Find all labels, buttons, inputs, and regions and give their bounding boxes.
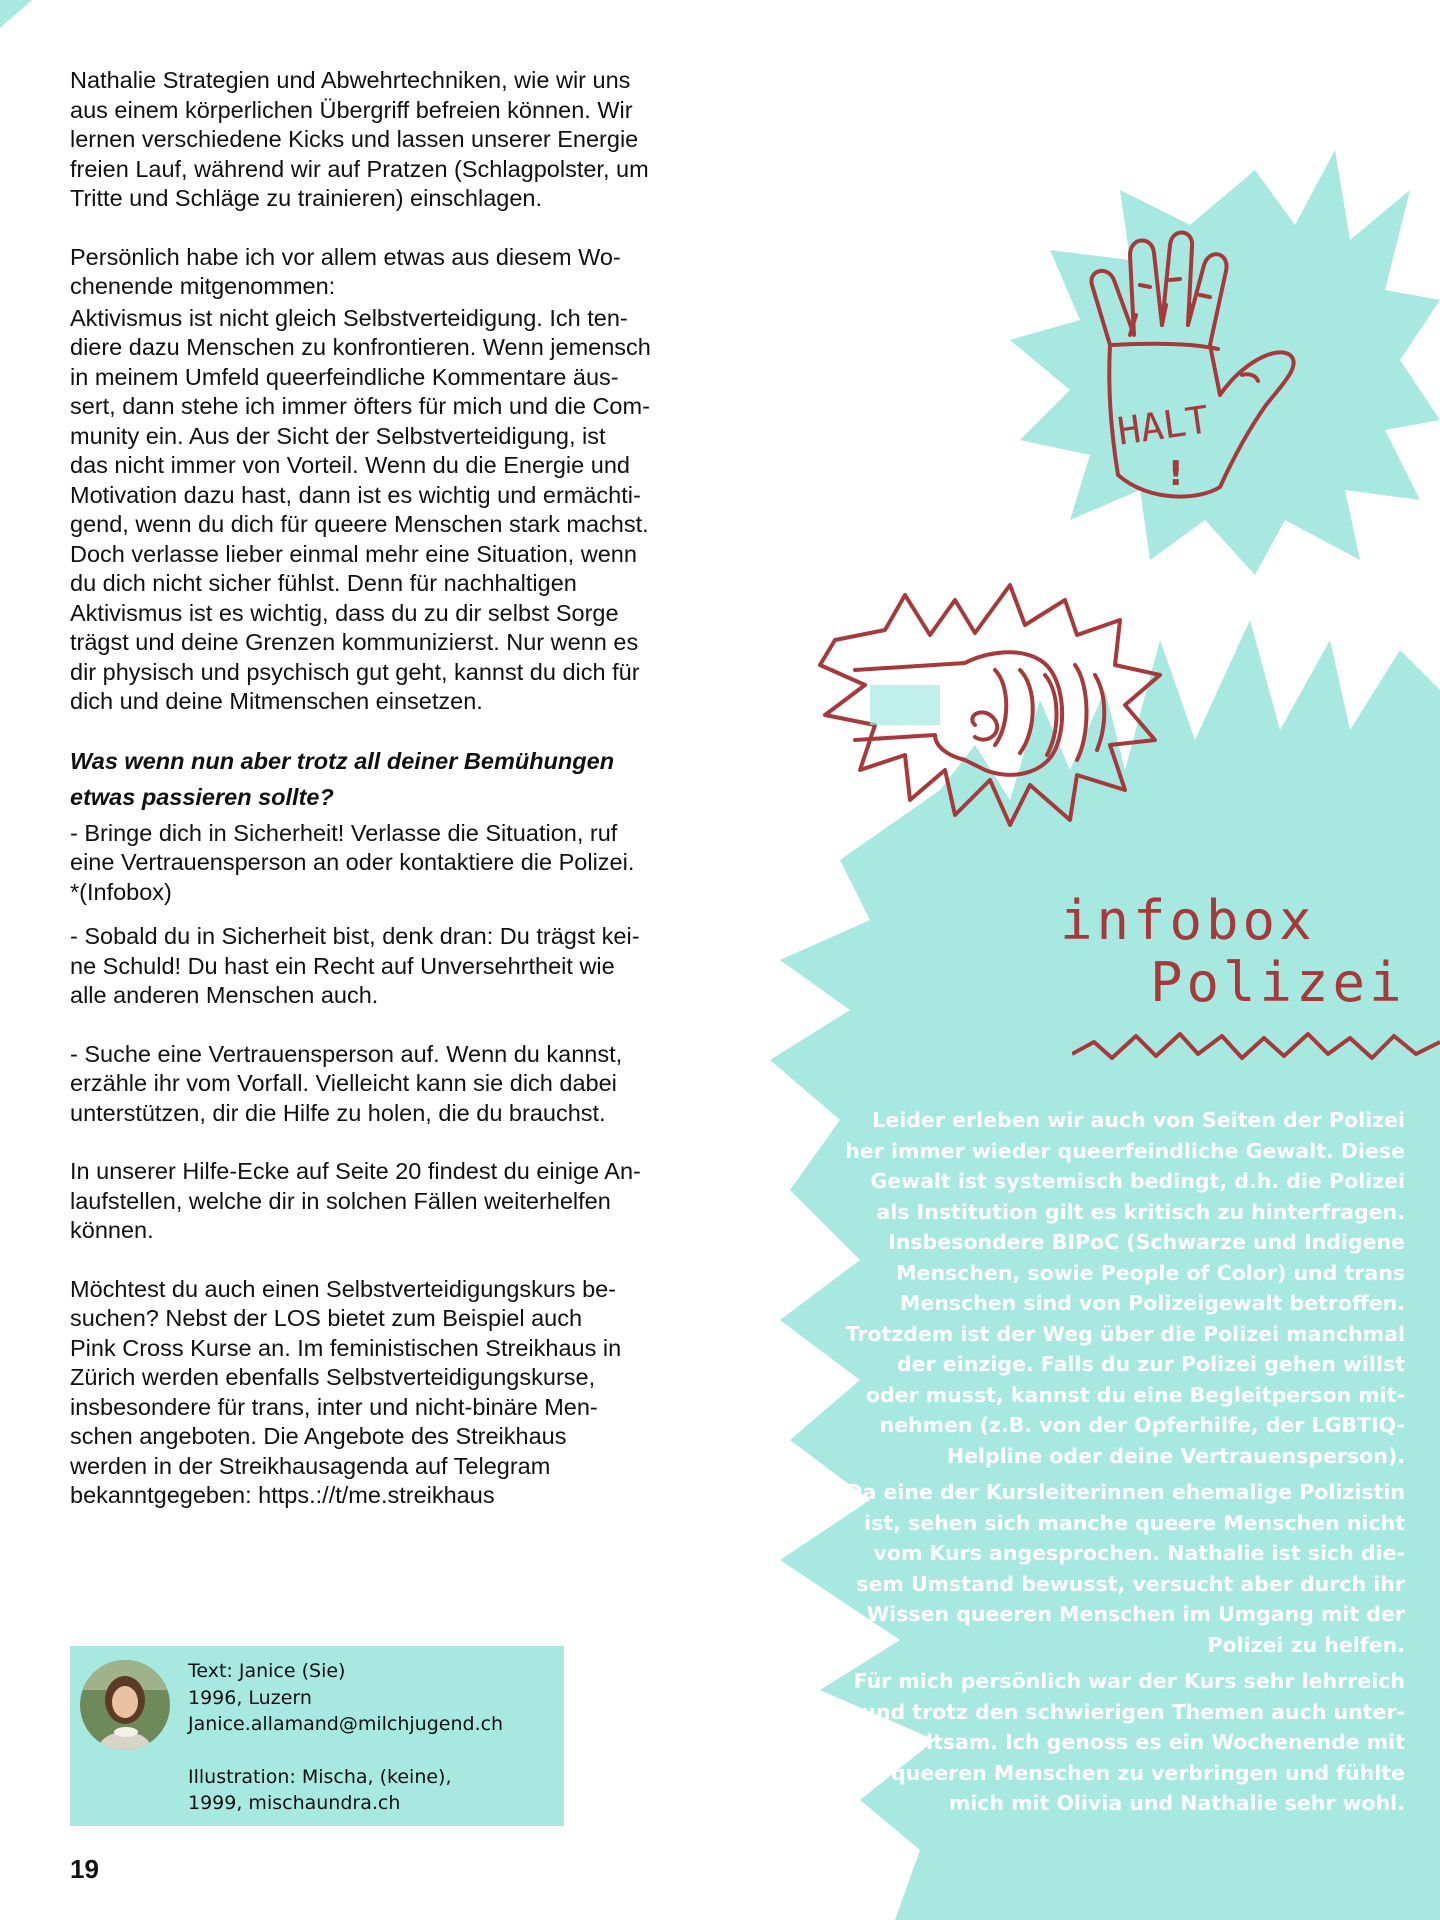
text-line: trägst und deine Grenzen kommunizierst. Nur wenn es [70,629,639,655]
corner-triangle-shape [0,0,32,28]
text-line: mich mit Olivia und Nathalie sehr wohl. [948,1791,1405,1815]
text-line: Polizei zu helfen. [1207,1632,1405,1657]
text-line: Persönlich habe ich vor allem etwas aus diesem Wo- [70,243,621,270]
text-line: erzähle ihr vom Vorfall. Vielleicht kann sie dich dabei [70,1070,617,1096]
infobox-title [1030,890,1430,1014]
illustrator-info: 1999, mischaundra.ch [188,1792,401,1814]
text-line: queeren Menschen zu verbringen und fühlte [891,1760,1405,1785]
infobox-title-line1: infobox [1060,889,1316,952]
text-line: Aktivismus ist es wichtig, dass du zu dir selbst Sorge [70,599,619,626]
text-line: dir physisch und psychisch gut geht, kannst du dich für [70,658,640,685]
illustration-credit: Illustration: Mischa, (keine), [188,1765,452,1788]
text-line: das nicht immer von Vorteil. Wenn du die Energie und [70,452,630,478]
course-paragraph [70,1275,720,1511]
text-line: - Sobald du in Sicherheit bist, denk dran: Du trägst kei- [70,923,640,949]
text-line: Aktivismus ist nicht gleich Selbstverteidigung. Ich ten- [70,304,628,331]
heading-line: Was wenn nun aber trotz all deiner Bemühungen [70,747,615,774]
text-line: Doch verlasse lieber einmal mehr eine Situation, wenn [70,540,637,567]
text-line: Menschen, sowie People of Color) und trans [896,1260,1405,1285]
fist-punch-illustration [815,575,1175,840]
text-line: werden in der Streikhausagenda auf Telegram [70,1452,551,1479]
text-line: diere dazu Menschen zu konfrontieren. Wenn jemensch [70,334,651,360]
text-line: laufstellen, welche dir in solchen Fällen weiterhelfen [70,1187,611,1214]
text-line: Gewalt ist systemisch bedingt, d.h. die Polizei [870,1169,1405,1193]
infobox-paragraph [815,1666,1405,1819]
text-line: lernen verschiedene Kicks und lassen unserer Energie [70,126,639,152]
text-line: Insbesondere BIPoC (Schwarze und Indigene [888,1230,1405,1254]
author-avatar [80,1660,170,1750]
text-line: Trotzdem ist der Weg über die Polizei manchmal [845,1321,1405,1346]
text-line: sert, dann stehe ich immer öfters für mich und die Com- [70,393,650,419]
text-line: schen angeboten. Die Angebote des Streikhaus [70,1423,567,1449]
text-line: aus einem körperlichen Übergriff befreien können. Wir [70,96,633,123]
hand-exclamation-mark: ! [1168,454,1184,494]
text-line: Zürich werden ebenfalls Selbstverteidigungskurse, [70,1364,596,1390]
text-line: nehmen (z.B. von der Opferhilfe, der LGBTIQ- [879,1413,1405,1437]
text-line: eine Vertrauensperson an oder kontaktiere die Polizei. [70,849,635,875]
hand-outline [1091,232,1293,496]
help-paragraph [70,1157,720,1246]
heading-line: etwas passieren sollte? [70,783,334,810]
author-email: Janice.allamand@milchjugend.ch [188,1713,504,1735]
text-line: bekanntgegeben: https.://t/me.streikhaus [70,1482,495,1508]
text-line: Pink Cross Kurse an. Im feministischen Streikhaus in [70,1334,622,1361]
infobox-body [815,1105,1405,1825]
text-line: ne Schuld! Du hast ein Recht auf Unversehrtheit wie [70,952,615,979]
page-number: 19 [70,1854,99,1884]
text-line: und trotz den schwierigen Themen auch unter- [861,1699,1405,1724]
text-line: her immer wieder queerfeindliche Gewalt. Diese [845,1138,1405,1163]
bullet-no-guilt [70,922,720,1011]
question-heading [70,743,720,815]
text-line: Nathalie Strategien und Abwehrtechniken, wie wir uns [70,67,631,93]
text-line: - Suche eine Vertrauensperson auf. Wenn du kannst, [70,1040,623,1067]
text-line: Wissen queeren Menschen im Umgang mit der [866,1602,1405,1626]
text-line: Für mich persönlich war der Kurs sehr lehrreich [853,1669,1405,1693]
bullet-safety [70,819,720,908]
text-line: du dich nicht sicher fühlst. Denn für nachhaltigen [70,570,577,596]
text-credit: Text: Janice (Sie) [188,1660,346,1682]
text-line: In unserer Hilfe-Ecke auf Seite 20 findest du einige An- [70,1158,641,1184]
text-line: dich und deine Mitmenschen einsetzen. [70,688,483,714]
halt-hand-illustration [1070,225,1340,525]
text-line: *(Infobox) [70,878,172,905]
personal-paragraph [70,243,720,302]
text-line: als Institution gilt es kritisch zu hinterfragen. [876,1199,1405,1224]
infobox-paragraph [815,1477,1405,1660]
article-column [70,66,720,1511]
text-line: suchen? Nebst der LOS bietet zum Beispiel auch [70,1305,583,1331]
text-line: chenende mitgenommen: [70,273,336,299]
text-line: unterstützen, dir die Hilfe zu holen, die du brauchst. [70,1099,606,1126]
text-line: munity ein. Aus der Sicht der Selbstverteidigung, ist [70,422,606,449]
bullet-trusted-person [70,1040,720,1129]
text-line: freien Lauf, während wir auf Pratzen (Schlagpolster, um [70,155,649,182]
text-line: Menschen sind von Polizeigewalt betroffen. [899,1291,1405,1315]
text-line: haltsam. Ich genoss es ein Wochenende mit [897,1730,1405,1754]
text-line: vom Kurs angesprochen. Nathalie ist sich die- [873,1541,1405,1565]
text-line: Motivation dazu hast, dann ist es wichtig und ermächti- [70,481,641,508]
hand-halt-label: HALT [1114,397,1212,454]
text-line: in meinem Umfeld queerfeindliche Kommentare äus- [70,363,619,390]
text-line: Helpline oder deine Vertrauensperson). [946,1443,1405,1468]
text-line: insbesondere für trans, inter und nicht-binäre Men- [70,1393,598,1420]
text-line: oder musst, kannst du eine Begleitperson mit- [865,1382,1405,1407]
text-line: der einzige. Falls du zur Polizei gehen willst [896,1352,1405,1376]
text-line: Leider erleben wir auch von Seiten der Polizei [872,1108,1405,1132]
text-line: ist, sehen sich manche queere Menschen nicht [864,1510,1405,1535]
author-bio-box [70,1646,564,1826]
author-bio-text [188,1658,503,1817]
infobox-title-line2: Polizei [1150,951,1406,1014]
activism-paragraph [70,304,720,717]
text-line: können. [70,1217,154,1243]
text-author-info: 1996, Luzern [188,1686,312,1709]
text-line: - Bringe dich in Sicherheit! Verlasse die Situation, ruf [70,819,618,846]
intro-paragraph [70,66,720,214]
infobox-paragraph [815,1105,1405,1471]
text-line: Möchtest du auch einen Selbstverteidigungskurs be- [70,1275,617,1302]
text-line: Da eine der Kursleiterinnen ehemalige Polizistin [845,1480,1405,1504]
text-line: alle anderen Menschen auch. [70,982,379,1008]
zigzag-divider [1072,1028,1440,1068]
text-line: sem Umstand bewusst, versucht aber durch ihr [856,1571,1405,1596]
text-line: Tritte und Schläge zu trainieren) einschlagen. [70,185,543,211]
text-line: gend, wenn du dich für queere Menschen stark machst. [70,511,649,537]
